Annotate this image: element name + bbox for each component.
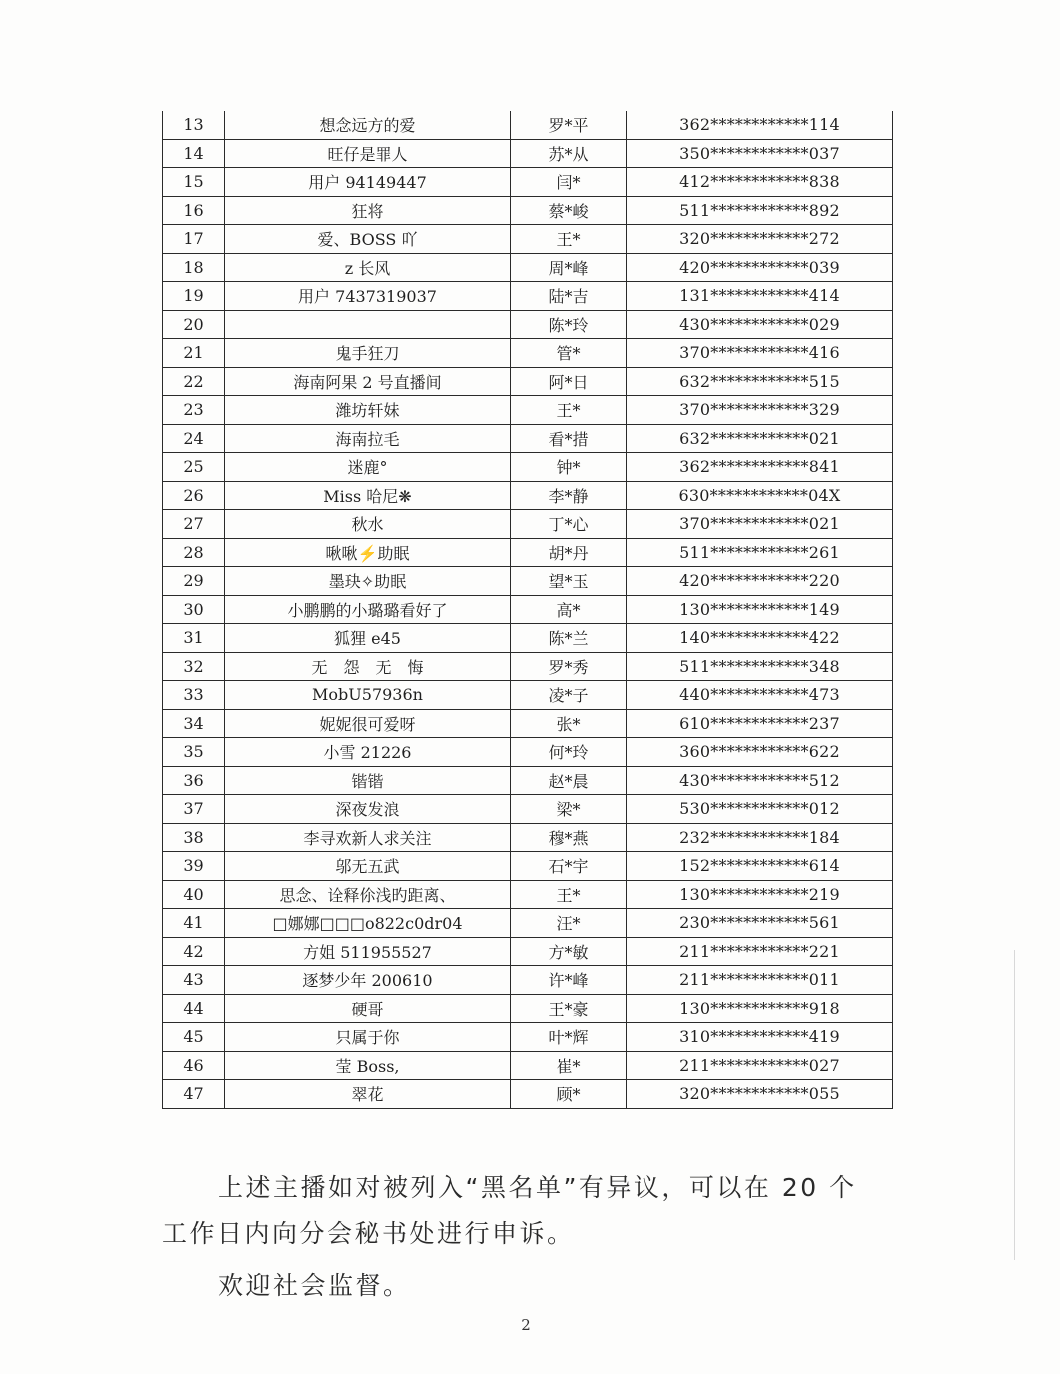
table-row [163,168,893,197]
row-number-cell: 45 [163,1023,225,1052]
appeal-line-2: 工作日内向分会秘书处进行申诉。 [162,1219,575,1248]
id-number-cell: 130************918 [627,994,893,1023]
row-number-cell: 43 [163,966,225,995]
name-cell: 张* [511,709,627,738]
table-row [163,595,893,624]
name-cell: 闫* [511,168,627,197]
table-row [163,139,893,168]
row-number-cell: 19 [163,282,225,311]
nickname-cell: 莹 Boss, [225,1051,511,1080]
id-number-cell: 632************021 [627,424,893,453]
row-number-cell: 32 [163,652,225,681]
id-number-cell: 370************416 [627,339,893,368]
row-number-cell: 23 [163,396,225,425]
blacklist-table [162,111,893,1109]
table-row [163,282,893,311]
name-cell: 陈*玲 [511,310,627,339]
id-number-cell: 360************622 [627,738,893,767]
nickname-cell [225,310,511,339]
table-row [163,766,893,795]
nickname-cell: 潍坊轩妹 [225,396,511,425]
table-row [163,1051,893,1080]
table-row [163,339,893,368]
id-number-cell: 152************614 [627,852,893,881]
table-row [163,823,893,852]
name-cell: 胡*丹 [511,538,627,567]
name-cell: 李*静 [511,481,627,510]
name-cell: 汪* [511,909,627,938]
row-number-cell: 41 [163,909,225,938]
name-cell: 罗*秀 [511,652,627,681]
nickname-cell: 海南阿果 2 号直播间 [225,367,511,396]
nickname-cell: 思念、诠释伱浅旳距离、 [225,880,511,909]
table-row [163,852,893,881]
id-number-cell: 130************219 [627,880,893,909]
table-row [163,966,893,995]
name-cell: 顾* [511,1080,627,1109]
row-number-cell: 15 [163,168,225,197]
nickname-cell: 只属于你 [225,1023,511,1052]
row-number-cell: 34 [163,709,225,738]
table-row [163,652,893,681]
name-cell: 看*措 [511,424,627,453]
nickname-cell: 迷鹿° [225,453,511,482]
id-number-cell: 632************515 [627,367,893,396]
appeal-paragraph [162,1168,902,1250]
id-number-cell: 320************272 [627,225,893,254]
nickname-cell: 方姐 511955527 [225,937,511,966]
row-number-cell: 38 [163,823,225,852]
supervision-paragraph: 欢迎社会监督。 [218,1271,411,1300]
row-number-cell: 40 [163,880,225,909]
name-cell: 罗*平 [511,111,627,139]
table-row [163,880,893,909]
nickname-cell: 狂将 [225,196,511,225]
name-cell: 钟* [511,453,627,482]
name-cell: 赵*晨 [511,766,627,795]
id-number-cell: 511************348 [627,652,893,681]
table-row [163,909,893,938]
nickname-cell: 爱、BOSS 吖 [225,225,511,254]
table-row [163,367,893,396]
id-number-cell: 211************027 [627,1051,893,1080]
row-number-cell: 29 [163,567,225,596]
nickname-cell: 妮妮很可爱呀 [225,709,511,738]
table-row [163,1023,893,1052]
name-cell: 方*敏 [511,937,627,966]
nickname-cell: 墨玦✧助眠 [225,567,511,596]
row-number-cell: 46 [163,1051,225,1080]
scan-edge-line [1014,950,1015,1260]
id-number-cell: 511************261 [627,538,893,567]
id-number-cell: 370************329 [627,396,893,425]
name-cell: 王* [511,880,627,909]
id-number-cell: 310************419 [627,1023,893,1052]
id-number-cell: 370************021 [627,510,893,539]
row-number-cell: 36 [163,766,225,795]
row-number-cell: 37 [163,795,225,824]
name-cell: 管* [511,339,627,368]
table-row [163,681,893,710]
name-cell: 阿*日 [511,367,627,396]
nickname-cell: □娜娜□□□o822c0dr04 [225,909,511,938]
nickname-cell: z 长风 [225,253,511,282]
id-number-cell: 530************012 [627,795,893,824]
name-cell: 叶*辉 [511,1023,627,1052]
row-number-cell: 20 [163,310,225,339]
nickname-cell: 狐狸 e45 [225,624,511,653]
table-row [163,253,893,282]
table-row [163,225,893,254]
nickname-cell: 锴锴 [225,766,511,795]
nickname-cell: 翠花 [225,1080,511,1109]
id-number-cell: 211************221 [627,937,893,966]
id-number-cell: 630************04X [627,481,893,510]
table-row [163,424,893,453]
name-cell: 苏*从 [511,139,627,168]
table-row [163,196,893,225]
row-number-cell: 33 [163,681,225,710]
name-cell: 丁*心 [511,510,627,539]
row-number-cell: 35 [163,738,225,767]
name-cell: 陆*吉 [511,282,627,311]
table-row [163,795,893,824]
name-cell: 王* [511,396,627,425]
nickname-cell: 旺仔是罪人 [225,139,511,168]
id-number-cell: 140************422 [627,624,893,653]
name-cell: 高* [511,595,627,624]
name-cell: 穆*燕 [511,823,627,852]
id-number-cell: 610************237 [627,709,893,738]
id-number-cell: 320************055 [627,1080,893,1109]
nickname-cell: 海南拉毛 [225,424,511,453]
blacklist-table-body [163,111,893,1108]
name-cell: 蔡*峻 [511,196,627,225]
table-row [163,538,893,567]
row-number-cell: 26 [163,481,225,510]
nickname-cell: 逐梦少年 200610 [225,966,511,995]
nickname-cell: 鬼手狂刀 [225,339,511,368]
nickname-cell: 李寻欢新人求关注 [225,823,511,852]
table-row [163,310,893,339]
nickname-cell: 小鹏鹏的小璐璐看好了 [225,595,511,624]
table-row [163,709,893,738]
nickname-cell: 想念远方的爱 [225,111,511,139]
row-number-cell: 42 [163,937,225,966]
page-number: 2 [521,1316,531,1334]
table-row [163,567,893,596]
row-number-cell: 18 [163,253,225,282]
row-number-cell: 39 [163,852,225,881]
name-cell: 何*玲 [511,738,627,767]
name-cell: 许*峰 [511,966,627,995]
nickname-cell: 用户 94149447 [225,168,511,197]
id-number-cell: 420************220 [627,567,893,596]
nickname-cell: 秋水 [225,510,511,539]
row-number-cell: 27 [163,510,225,539]
id-number-cell: 131************414 [627,282,893,311]
row-number-cell: 21 [163,339,225,368]
id-number-cell: 430************029 [627,310,893,339]
row-number-cell: 47 [163,1080,225,1109]
id-number-cell: 230************561 [627,909,893,938]
name-cell: 望*玉 [511,567,627,596]
id-number-cell: 440************473 [627,681,893,710]
nickname-cell: 无 怨 无 悔 [225,652,511,681]
row-number-cell: 25 [163,453,225,482]
nickname-cell: 硬哥 [225,994,511,1023]
nickname-cell: 小雪 21226 [225,738,511,767]
table-row [163,1080,893,1109]
table-row [163,510,893,539]
id-number-cell: 420************039 [627,253,893,282]
row-number-cell: 13 [163,111,225,139]
name-cell: 梁* [511,795,627,824]
nickname-cell: 邬无五武 [225,852,511,881]
name-cell: 王* [511,225,627,254]
row-number-cell: 14 [163,139,225,168]
nickname-cell: 深夜发浪 [225,795,511,824]
row-number-cell: 22 [163,367,225,396]
table-row [163,453,893,482]
id-number-cell: 362************841 [627,453,893,482]
row-number-cell: 16 [163,196,225,225]
id-number-cell: 412************838 [627,168,893,197]
id-number-cell: 211************011 [627,966,893,995]
name-cell: 石*宇 [511,852,627,881]
nickname-cell: 用户 7437319037 [225,282,511,311]
row-number-cell: 31 [163,624,225,653]
table-row [163,481,893,510]
name-cell: 崔* [511,1051,627,1080]
row-number-cell: 17 [163,225,225,254]
row-number-cell: 30 [163,595,225,624]
id-number-cell: 232************184 [627,823,893,852]
name-cell: 陈*兰 [511,624,627,653]
name-cell: 凌*子 [511,681,627,710]
row-number-cell: 28 [163,538,225,567]
name-cell: 周*峰 [511,253,627,282]
table-row [163,937,893,966]
name-cell: 王*豪 [511,994,627,1023]
table-row [163,396,893,425]
id-number-cell: 430************512 [627,766,893,795]
row-number-cell: 44 [163,994,225,1023]
nickname-cell: MobU57936n [225,681,511,710]
table-row [163,111,893,139]
nickname-cell: Miss 哈尼❋ [225,481,511,510]
table-row [163,738,893,767]
table-row [163,994,893,1023]
row-number-cell: 24 [163,424,225,453]
id-number-cell: 511************892 [627,196,893,225]
id-number-cell: 362************114 [627,111,893,139]
id-number-cell: 130************149 [627,595,893,624]
appeal-line-1: 上述主播如对被列入“黑名单”有异议，可以在 20 个 [218,1173,857,1202]
id-number-cell: 350************037 [627,139,893,168]
table-row [163,624,893,653]
nickname-cell: 啾啾⚡助眠 [225,538,511,567]
